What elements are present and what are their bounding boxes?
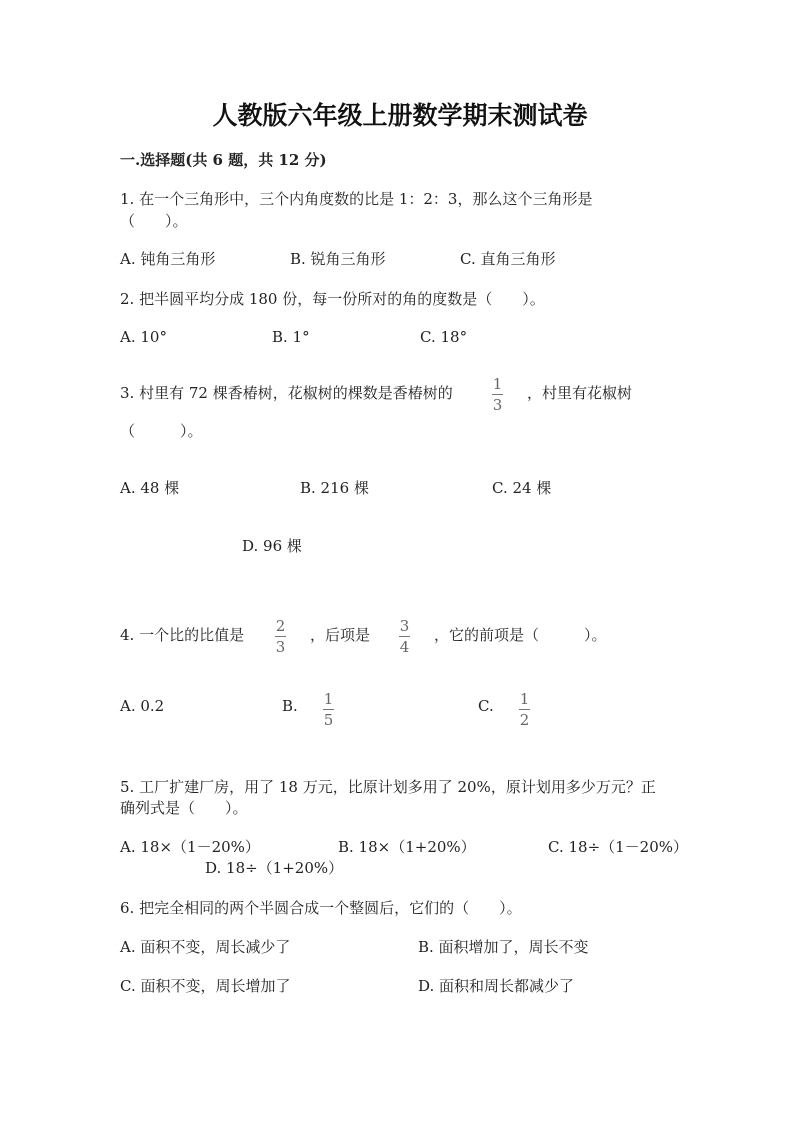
question-1-blank: （ ）。 (120, 212, 188, 230)
fraction-numerator: 2 (275, 617, 286, 635)
question-3-fraction (492, 375, 503, 414)
question-4-option-c: C. (478, 697, 494, 715)
question-1-option-a: A. 钝角三角形 (120, 250, 216, 268)
question-4-text-part-a: 4. 一个比的比值是 (120, 626, 245, 644)
question-2-option-b: B. 1° (272, 328, 310, 346)
question-6-option-b: B. 面积增加了，周长不变 (418, 938, 589, 956)
question-3-text-part-a: 3. 村里有 72 棵香椿树，花椒树的棵数是香椿树的 (120, 384, 453, 402)
question-2-option-c: C. 18° (420, 328, 468, 346)
fraction-denominator: 4 (399, 638, 410, 656)
question-6-option-c: C. 面积不变，周长增加了 (120, 977, 291, 995)
question-4-option-c-fraction (519, 690, 530, 729)
question-3-blank: （ ）。 (120, 422, 203, 440)
question-1-option-c: C. 直角三角形 (460, 250, 556, 268)
question-6-option-a: A. 面积不变，周长减少了 (120, 938, 291, 956)
fraction-bar (323, 709, 334, 710)
question-4-option-b: B. (282, 697, 298, 715)
fraction-denominator: 2 (519, 711, 530, 729)
question-5-text: 5. 工厂扩建厂房，用了 18 万元，比原计划多用了 20%，原计划用多少万元？正 (120, 778, 656, 796)
fraction-denominator: 3 (275, 638, 286, 656)
question-4-text-part-c: ，它的前项是（ ）。 (434, 626, 607, 644)
question-5-option-a: A. 18×（1－20%） (120, 838, 260, 856)
question-5-option-c: C. 18÷（1－20%） (548, 838, 689, 856)
question-6-text: 6. 把完全相同的两个半圆合成一个整圆后，它们的（ ）。 (120, 899, 522, 917)
question-3-option-d: D. 96 棵 (242, 537, 302, 555)
fraction-bar (275, 636, 286, 637)
fraction-denominator: 5 (323, 711, 334, 729)
fraction-numerator: 1 (323, 690, 334, 708)
question-4-text-part-b: ，后项是 (310, 626, 371, 644)
question-1-text: 1. 在一个三角形中，三个内角度数的比是 1：2：3，那么这个三角形是 (120, 190, 593, 208)
page-title: 人教版六年级上册数学期末测试卷 (212, 101, 588, 130)
fraction-denominator: 3 (492, 396, 503, 414)
fraction-numerator: 1 (492, 375, 503, 393)
question-4-option-b-fraction (323, 690, 334, 729)
question-3-option-b: B. 216 棵 (300, 479, 369, 497)
question-5-blank: 确列式是（ ）。 (120, 799, 248, 817)
question-2-text: 2. 把半圆平均分成 180 份，每一份所对的角的度数是（ ）。 (120, 290, 545, 308)
question-3-text-part-b: ，村里有花椒树 (527, 384, 633, 402)
question-5-option-d: D. 18÷（1+20%） (205, 859, 344, 877)
question-1-option-b: B. 锐角三角形 (290, 250, 386, 268)
question-3-option-a: A. 48 棵 (120, 479, 180, 497)
question-6-option-d: D. 面积和周长都减少了 (418, 977, 575, 995)
question-4-term-fraction (399, 617, 410, 656)
fraction-bar (492, 394, 503, 395)
fraction-bar (519, 709, 530, 710)
section-heading: 一.选择题(共 6 题，共 12 分) (120, 151, 327, 169)
question-5-option-b: B. 18×（1+20%） (338, 838, 476, 856)
question-3-option-c: C. 24 棵 (492, 479, 552, 497)
fraction-bar (399, 636, 410, 637)
fraction-numerator: 3 (399, 617, 410, 635)
question-4-option-a: A. 0.2 (120, 697, 165, 715)
fraction-numerator: 1 (519, 690, 530, 708)
question-2-option-a: A. 10° (120, 328, 167, 346)
question-4-ratio-fraction (275, 617, 286, 656)
